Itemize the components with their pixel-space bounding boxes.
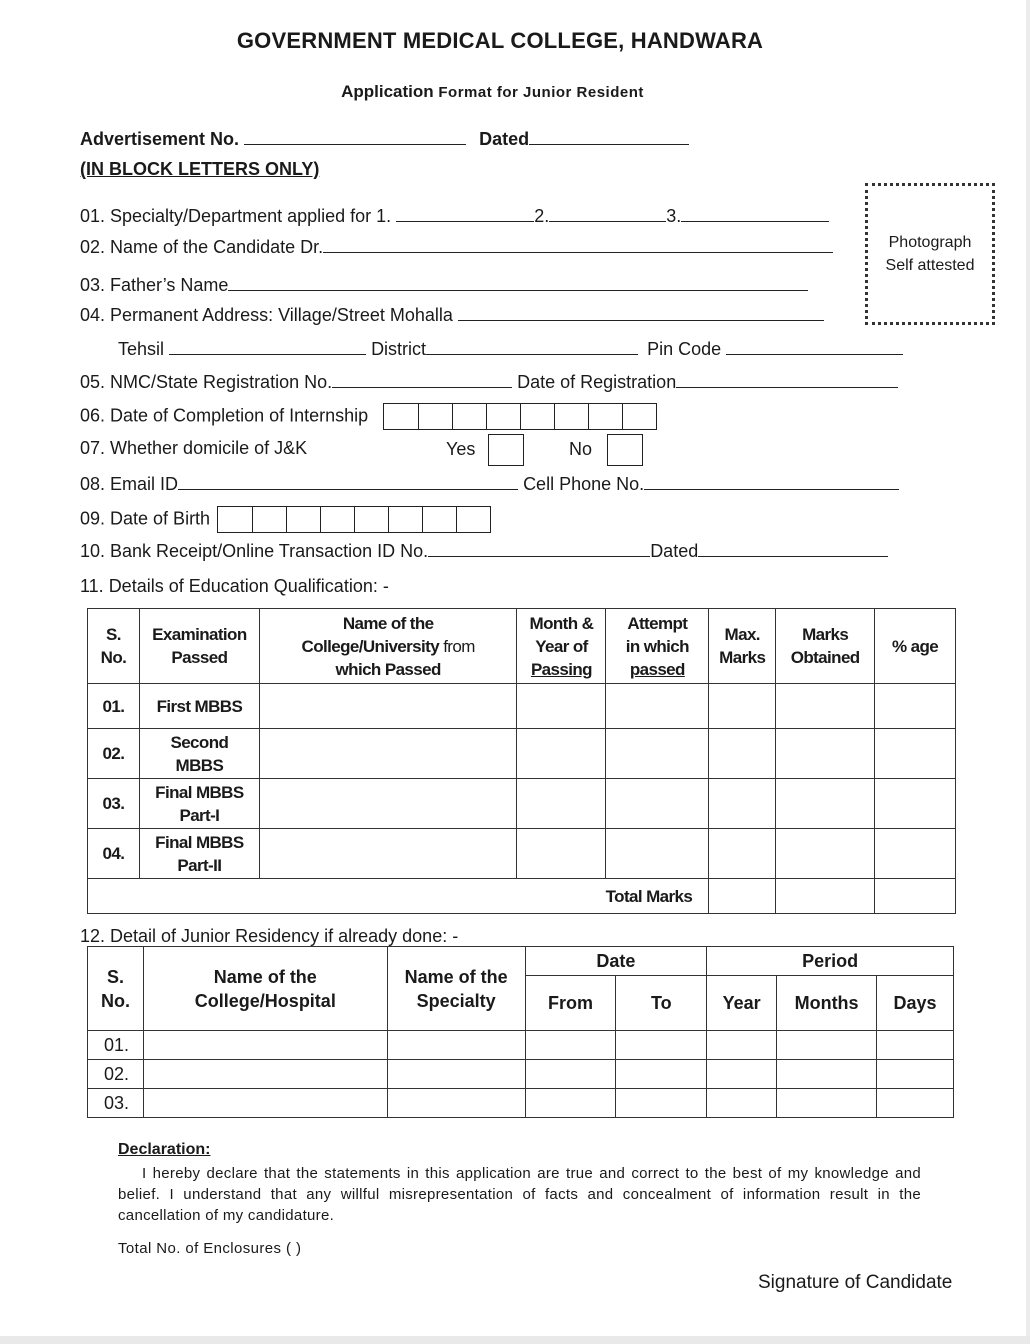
college-title: GOVERNMENT MEDICAL COLLEGE, HANDWARA xyxy=(236,28,764,53)
page-bottom-edge xyxy=(0,1336,1030,1344)
table-row xyxy=(88,829,956,879)
table-row xyxy=(88,1060,954,1089)
domicile-yes-checkbox[interactable] xyxy=(488,434,524,466)
internship-label: 06. Date of Completion of Internship xyxy=(80,405,369,426)
edu-row-exam: Final MBBS Part-I xyxy=(139,779,259,829)
edu-row-sno: 03. xyxy=(88,779,140,829)
residency-section-title: 12. Detail of Junior Residency if already done: - xyxy=(80,926,459,946)
transaction-line[interactable] xyxy=(428,539,650,557)
photograph-box[interactable] xyxy=(865,183,995,325)
email-label: 08. Email ID xyxy=(80,474,179,494)
domicile-yes-label: Yes xyxy=(446,438,476,459)
district-line[interactable] xyxy=(426,337,638,355)
edu-header-month: Month & Year of Passing xyxy=(517,609,606,684)
edu-row-sno: 02. xyxy=(88,729,140,779)
dob-boxes[interactable] xyxy=(217,506,491,533)
edu-header-max: Max. Marks xyxy=(709,609,776,684)
specialty-3-line[interactable] xyxy=(681,204,829,222)
field-dob xyxy=(80,506,491,533)
advert-dated-label: Dated xyxy=(479,129,530,149)
field-address-2 xyxy=(118,337,903,360)
advertisement-line[interactable] xyxy=(244,127,466,145)
advertisement-label: Advertisement No. xyxy=(80,129,240,149)
education-section-title: 11. Details of Education Qualification: - xyxy=(80,576,389,596)
father-name-label: 03. Father’s Name xyxy=(80,275,229,295)
candidate-name-label: 02. Name of the Candidate Dr. xyxy=(80,237,324,257)
specialty-label: 01. Specialty/Department applied for 1. xyxy=(80,206,392,226)
domicile-no-label: No xyxy=(569,438,593,459)
edu-header-college: Name of the College/University from which Passed xyxy=(259,609,517,684)
edu-header-sno: S. No. xyxy=(88,609,140,684)
edu-header-exam: Examination Passed xyxy=(139,609,259,684)
res-row-sno: 03. xyxy=(88,1089,144,1118)
table-row xyxy=(88,684,956,729)
edu-row-exam: Final MBBS Part-II xyxy=(139,829,259,879)
transaction-label: 10. Bank Receipt/Online Transaction ID No. xyxy=(80,541,429,561)
cell-phone-label: Cell Phone No. xyxy=(523,474,645,494)
field-address xyxy=(80,303,824,326)
domicile-yes-option xyxy=(446,434,524,466)
table-row xyxy=(88,1031,954,1060)
transaction-dated-line[interactable] xyxy=(698,539,888,557)
father-name-line[interactable] xyxy=(228,273,808,291)
field-email xyxy=(80,472,899,495)
registration-line[interactable] xyxy=(332,370,512,388)
res-header-specialty: Name of the Specialty xyxy=(387,947,525,1031)
page-edge xyxy=(1026,0,1030,1344)
registration-date-label: Date of Registration xyxy=(517,372,677,392)
res-header-sno: S. No. xyxy=(88,947,144,1031)
address-line[interactable] xyxy=(458,303,824,321)
specialty-1-line[interactable] xyxy=(396,204,534,222)
tehsil-label: Tehsil xyxy=(118,339,165,359)
res-header-days: Days xyxy=(877,976,954,1031)
field-internship xyxy=(80,403,657,430)
block-letters-note: (IN BLOCK LETTERS ONLY) xyxy=(80,159,320,179)
district-label: District xyxy=(371,339,427,359)
domicile-no-checkbox[interactable] xyxy=(607,434,643,466)
res-header-months: Months xyxy=(777,976,877,1031)
field-transaction xyxy=(80,539,888,562)
res-header-to: To xyxy=(616,976,707,1031)
domicile-no-option xyxy=(569,434,643,466)
field-father-name xyxy=(80,273,808,296)
specialty-2-line[interactable] xyxy=(549,204,666,222)
field-domicile-label: 07. Whether domicile of J&K xyxy=(80,438,308,458)
candidate-name-line[interactable] xyxy=(323,235,833,253)
res-header-year: Year xyxy=(707,976,777,1031)
specialty-3-label: 3. xyxy=(666,206,682,226)
registration-date-line[interactable] xyxy=(676,370,898,388)
edu-row-exam: First MBBS xyxy=(139,684,259,729)
tehsil-line[interactable] xyxy=(169,337,366,355)
edu-row-sno: 04. xyxy=(88,829,140,879)
cell-phone-line[interactable] xyxy=(644,472,899,490)
res-row-sno: 01. xyxy=(88,1031,144,1060)
field-specialty xyxy=(80,204,829,227)
res-header-date: Date xyxy=(525,947,707,976)
photo-label-2: Self attested xyxy=(885,257,975,274)
residency-table xyxy=(87,946,954,1118)
pincode-line[interactable] xyxy=(726,337,903,355)
edu-header-percent: % age xyxy=(875,609,956,684)
email-line[interactable] xyxy=(178,472,518,490)
signature-label: Signature of Candidate xyxy=(758,1272,953,1293)
edu-row-exam: Second MBBS xyxy=(139,729,259,779)
photo-label-1: Photograph xyxy=(888,234,972,251)
form-title-part1: Application xyxy=(341,82,434,101)
specialty-2-label: 2. xyxy=(534,206,550,226)
advertisement-row xyxy=(80,127,689,150)
field-candidate-name xyxy=(80,235,833,258)
edu-header-attempt: Attempt in which passed xyxy=(606,609,709,684)
res-header-college: Name of the College/Hospital xyxy=(143,947,387,1031)
res-header-from: From xyxy=(525,976,616,1031)
declaration-heading: Declaration: xyxy=(118,1141,211,1158)
address-label: 04. Permanent Address: Village/Street Mohalla xyxy=(80,305,453,325)
education-header-row xyxy=(88,609,956,684)
res-row-sno: 02. xyxy=(88,1060,144,1089)
transaction-dated-label: Dated xyxy=(650,541,699,561)
declaration-text: I hereby declare that the statements in this application are true and correct to the best of my knowledge and belief. I understand that any willful misrepresentation of facts and concealment of information result in the cancellation of my candidature. xyxy=(118,1165,921,1224)
table-row xyxy=(88,1089,954,1118)
res-header-period: Period xyxy=(707,947,954,976)
advert-dated-line[interactable] xyxy=(529,127,689,145)
dob-label: 09. Date of Birth xyxy=(80,508,211,529)
edu-row-sno: 01. xyxy=(88,684,140,729)
table-row xyxy=(88,729,956,779)
edu-header-obtained: Marks Obtained xyxy=(776,609,875,684)
education-table xyxy=(87,608,956,914)
pincode-label: Pin Code xyxy=(647,339,722,359)
internship-date-boxes[interactable] xyxy=(383,403,657,430)
residency-header-row-1 xyxy=(88,947,954,976)
total-marks-row xyxy=(88,879,956,914)
registration-label: 05. NMC/State Registration No. xyxy=(80,372,333,392)
form-title xyxy=(0,82,985,102)
form-title-part2: Format for Junior Resident xyxy=(438,84,644,101)
enclosures-count: Total No. of Enclosures ( ) xyxy=(118,1240,302,1257)
table-row xyxy=(88,779,956,829)
total-marks-label: Total Marks xyxy=(88,879,709,914)
field-registration xyxy=(80,370,898,393)
